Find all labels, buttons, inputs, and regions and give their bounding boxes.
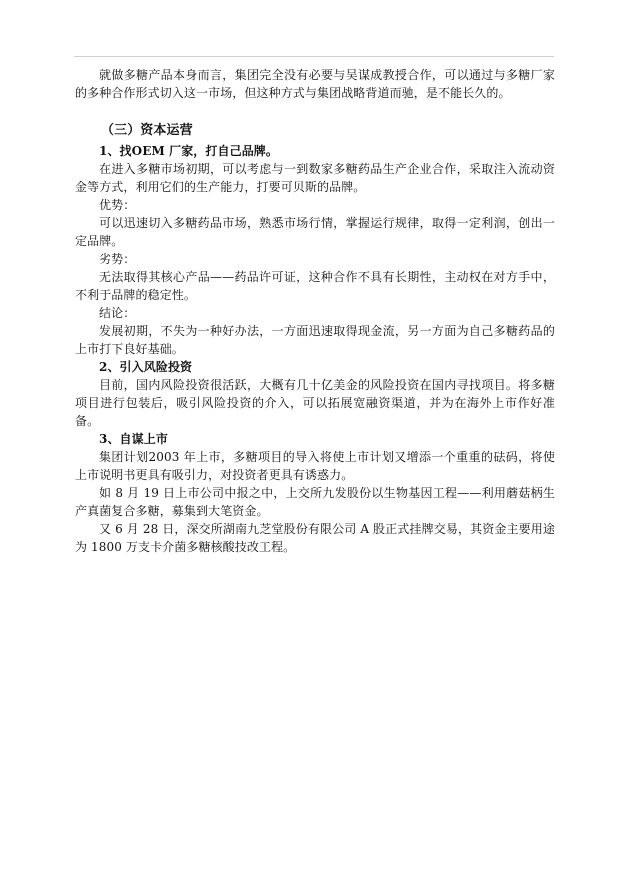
item3-paragraph-2: 如 8 月 19 日上市公司中报之中，上交所九发股份以生物基因工程——利用蘑菇柄生产真菌复合多糖，募集到大笔资金。	[75, 486, 555, 518]
section-title-capital-operation: （三）资本运营	[101, 123, 193, 138]
item1-disadvantage-text: 无法取得其核心产品——药品许可证，这种合作不具有长期性，主动权在对方手中，不利于品牌的稳定性。	[75, 270, 555, 302]
item1-advantage-label: 优势：	[99, 198, 136, 212]
item1-paragraph: 在进入多糖市场初期，可以考虑与一到数家多糖药品生产企业合作，采取注入流动资金等方式，利用它们的生产能力，打要可贝斯的品牌。	[75, 162, 555, 194]
item3-paragraph-1: 集团计划2003 年上市，多糖项目的导入将使上市计划又增添一个重重的砝码，将使上市说明书更具有吸引力，对投资者更具有诱惑力。	[75, 450, 555, 482]
item3-title: 3、自谋上市	[99, 432, 168, 446]
item3-paragraph-3: 又 6 月 28 日，深交所湖南九芝堂股份有限公司 A 股正式挂牌交易，其资金主要用途为 1800 万支卡介菌多糖核酸技改工程。	[75, 522, 555, 554]
spacer	[75, 102, 555, 122]
intro-paragraph: 就做多糖产品本身而言，集团完全没有必要与吴谋成教授合作，可以通过与多糖厂家的多种合作形式切入这一市场，但这种方式与集团战略背道而驰，是不能长久的。	[75, 68, 555, 100]
item2-paragraph: 目前，国内风险投资很活跃，大概有几十亿美金的风险投资在国内寻找项目。将多糖项目进行包装后，吸引风险投资的介入，可以拓展宽融资渠道，并为在海外上市作好准备。	[75, 378, 555, 428]
item1-title: 1、找OEM 厂家，打自己品牌。	[99, 144, 279, 158]
item1-advantage-text: 可以迅速切入多糖药品市场，熟悉市场行情，掌握运行规律，取得一定利润，创出一定品牌。	[75, 216, 555, 248]
header-rule	[74, 56, 554, 57]
item1-conclusion-text: 发展初期，不失为一种好办法，一方面迅速取得现金流，另一方面为自己多糖药品的上市打下良好基础。	[75, 324, 555, 356]
item2-title: 2、引入风险投资	[99, 360, 193, 374]
item1-disadvantage-label: 劣势：	[99, 252, 136, 266]
document-body	[75, 66, 555, 556]
item1-conclusion-label: 结论：	[99, 306, 136, 320]
